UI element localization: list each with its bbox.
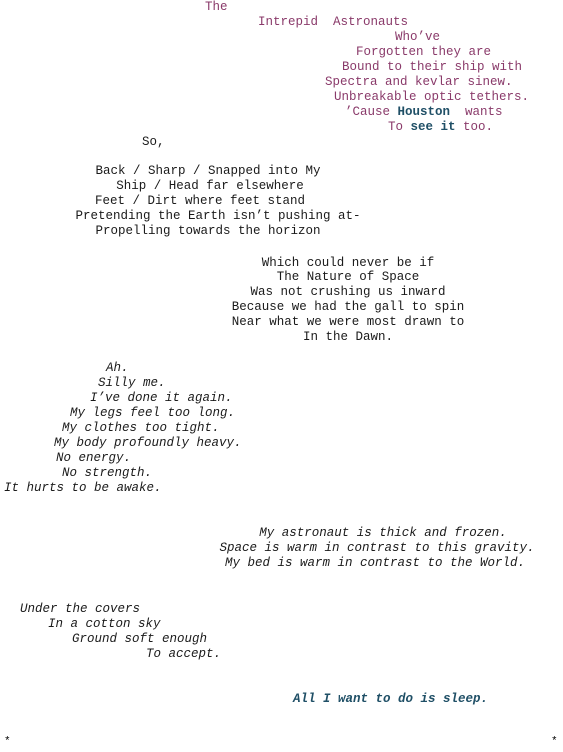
stanza3-line: Ah. bbox=[106, 361, 129, 375]
to-pre: To bbox=[388, 120, 411, 134]
stanza2-line: Near what we were most drawn to bbox=[231, 315, 465, 329]
stanza3-line: It hurts to be awake. bbox=[4, 481, 162, 495]
stanza1-line: Pretending the Earth isn’t pushing at- bbox=[75, 209, 361, 223]
houston-word: Houston bbox=[397, 105, 451, 119]
stanza2-line: In the Dawn. bbox=[302, 330, 394, 344]
star-left-mark: * bbox=[4, 736, 11, 748]
cause-post: wants bbox=[450, 105, 503, 119]
stanza1-line: Feet / Dirt where feet stand bbox=[94, 194, 306, 208]
to-post: too. bbox=[455, 120, 494, 134]
title-the: The bbox=[205, 0, 228, 14]
see-it-word: see it bbox=[410, 120, 456, 134]
stanza5-line: Under the covers bbox=[20, 602, 141, 616]
star-right-mark: * bbox=[551, 736, 558, 748]
stanza3-line: Silly me. bbox=[98, 376, 166, 390]
line-to-see-it bbox=[388, 120, 493, 135]
line-bound: Bound to their ship with bbox=[342, 60, 523, 74]
stanza5-line: Ground soft enough bbox=[72, 632, 208, 646]
title-intrepid-astronauts: Intrepid Astronauts bbox=[258, 15, 409, 29]
stanza3-line: No energy. bbox=[56, 451, 132, 465]
cause-pre: ’Cause bbox=[345, 105, 398, 119]
line-forgotten: Forgotten they are bbox=[356, 45, 492, 59]
stanza1-line: Back / Sharp / Snapped into My bbox=[95, 164, 321, 178]
stanza5-line: To accept. bbox=[146, 647, 222, 661]
line-whove: Who’ve bbox=[395, 30, 441, 44]
stanza2-line: The Nature of Space bbox=[276, 270, 420, 284]
stanza4-line: My astronaut is thick and frozen. bbox=[259, 526, 507, 540]
stanza2-line: Which could never be if bbox=[261, 256, 435, 270]
stanza4-line: Space is warm in contrast to this gravity. bbox=[219, 541, 535, 555]
stanza2-line: Was not crushing us inward bbox=[250, 285, 446, 299]
line-cause bbox=[345, 105, 503, 120]
closing-line: All I want to do is sleep. bbox=[293, 692, 489, 706]
stanza2-line: Because we had the gall to spin bbox=[231, 300, 465, 314]
stanza4-line: My bed is warm in contrast to the World. bbox=[224, 556, 526, 570]
line-so: So, bbox=[142, 135, 165, 149]
line-spectra: Spectra and kevlar sinew. bbox=[325, 75, 513, 89]
stanza1-line: Propelling towards the horizon bbox=[95, 224, 321, 238]
stanza3-line: My body profoundly heavy. bbox=[54, 436, 242, 450]
line-unbreakable: Unbreakable optic tethers. bbox=[334, 90, 530, 104]
stanza3-line: My legs feel too long. bbox=[70, 406, 236, 420]
stanza3-line: I’ve done it again. bbox=[90, 391, 233, 405]
stanza5-line: In a cotton sky bbox=[48, 617, 161, 631]
stanza3-line: My clothes too tight. bbox=[62, 421, 220, 435]
stanza1-line: Ship / Head far elsewhere bbox=[116, 179, 304, 193]
stanza3-line: No strength. bbox=[62, 466, 153, 480]
